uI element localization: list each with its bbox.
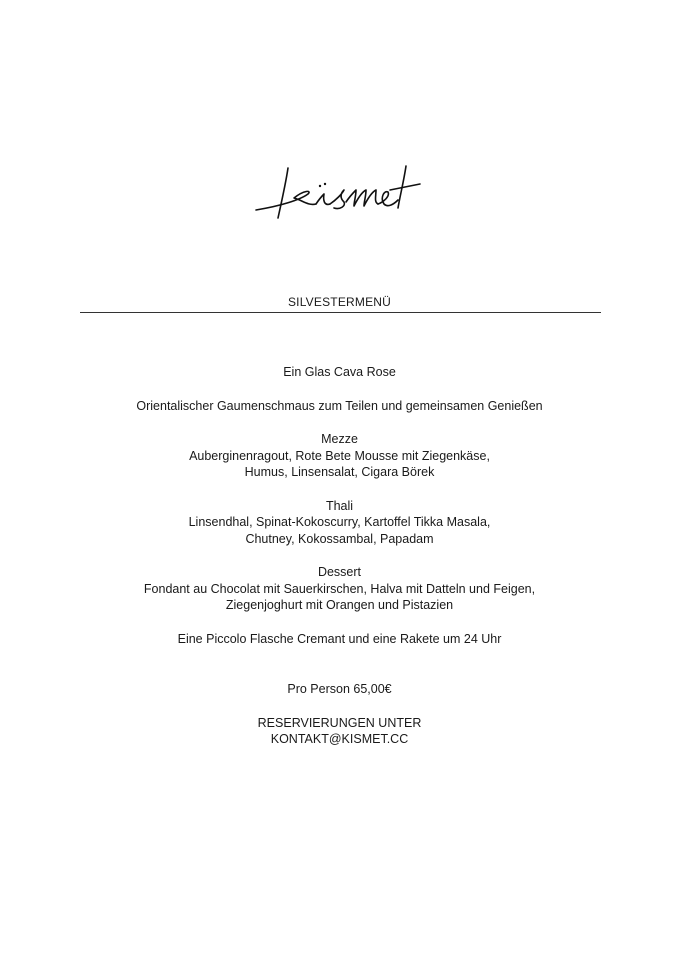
welcome-drink xyxy=(0,364,679,381)
course-title: Dessert xyxy=(317,565,362,579)
welcome-text: Ein Glas Cava Rose xyxy=(283,365,396,379)
course-line: Humus, Linsensalat, Cigara Börek xyxy=(244,465,435,479)
course-line: Auberginenragout, Rote Bete Mousse mit Ziegenkäse, xyxy=(189,448,490,463)
course-line: Linsendhal, Spinat-Kokoscurry, Kartoffel Tikka Masala, xyxy=(188,515,491,529)
kismet-logo xyxy=(250,160,440,230)
reservation-email: KONTAKT@KISMET.CC xyxy=(270,732,409,746)
intro-text: Orientalischer Gaumenschmaus zum Teilen und gemeinsamen Genießen xyxy=(136,398,543,413)
heading-divider xyxy=(80,312,601,313)
course-title: Mezze xyxy=(321,432,358,446)
price-info xyxy=(0,681,679,698)
course-thali xyxy=(0,498,679,548)
course-title: Thali xyxy=(325,498,354,513)
course-line: Chutney, Kokossambal, Papadam xyxy=(245,531,434,546)
kismet-signature-icon xyxy=(250,160,440,230)
reservation-info xyxy=(0,715,679,748)
reservation-label: RESERVIERUNGEN UNTER xyxy=(257,715,422,730)
menu-heading: SILVESTERMENÜ xyxy=(287,295,392,309)
menu-content xyxy=(0,364,679,765)
price-text: Pro Person 65,00€ xyxy=(287,682,392,696)
course-mezze xyxy=(0,431,679,481)
course-line: Ziegenjoghurt mit Orangen und Pistazien xyxy=(225,598,454,612)
midnight-toast xyxy=(0,631,679,648)
midnight-text: Eine Piccolo Flasche Cremant und eine Rakete um 24 Uhr xyxy=(177,631,502,646)
course-dessert xyxy=(0,564,679,614)
menu-intro xyxy=(0,398,679,415)
course-line: Fondant au Chocolat mit Sauerkirschen, Halva mit Datteln und Feigen, xyxy=(143,581,536,596)
